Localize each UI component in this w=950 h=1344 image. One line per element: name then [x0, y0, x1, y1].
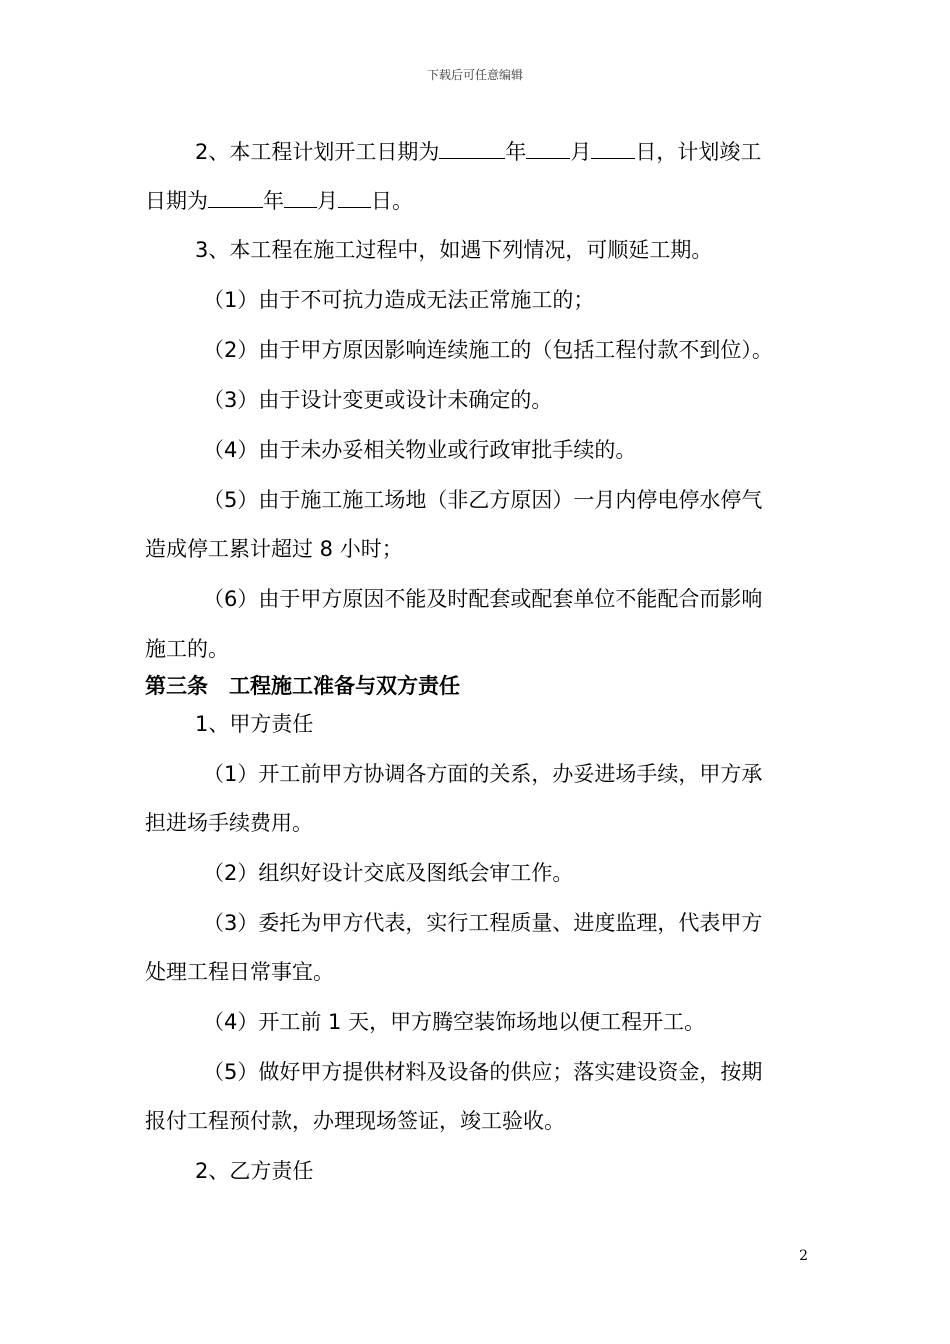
- subsection-heading: 2、乙方责任: [195, 1159, 314, 1183]
- paragraph-line: 报付工程预付款，办理现场签证，竣工验收。: [145, 1109, 565, 1133]
- paragraph-line: （2）组织好设计交底及图纸会审工作。: [203, 861, 574, 885]
- paragraph-line: （5）做好甲方提供材料及设备的供应；落实建设资金，按期: [203, 1060, 763, 1084]
- blank-end-month[interactable]: [284, 187, 317, 208]
- paragraph-line: （3）委托为甲方代表，实行工程质量、进度监理，代表甲方: [203, 911, 763, 935]
- paragraph-line: （4）开工前 1 天，甲方腾空装饰场地以便工程开工。: [203, 1010, 706, 1034]
- page-number: 2: [799, 1248, 808, 1264]
- paragraph-line: 施工的。: [145, 637, 229, 661]
- blank-start-day[interactable]: [591, 138, 635, 159]
- section-heading: 第三条 工程施工准备与双方责任: [145, 674, 460, 698]
- paragraph-line: （1）由于不可抗力造成无法正常施工的；: [203, 288, 595, 312]
- paragraph-line: （1）开工前甲方协调各方面的关系，办妥进场手续，甲方承: [203, 762, 763, 786]
- schedule-line-end: 日期为 年 月 日。: [145, 189, 413, 213]
- paragraph-line: 处理工程日常事宜。: [145, 960, 334, 984]
- paragraph-line: 担进场手续费用。: [145, 811, 313, 835]
- paragraph-line: 3、本工程在施工过程中，如遇下列情况，可顺延工期。: [195, 238, 713, 262]
- paragraph-line: 造成停工累计超过 8 小时；: [145, 537, 403, 561]
- blank-start-month[interactable]: [526, 138, 570, 159]
- blank-end-year[interactable]: [208, 187, 263, 208]
- schedule-line-start: 2、本工程计划开工日期为 年 月 日，计划竣工: [195, 140, 762, 164]
- paragraph-line: （3）由于设计变更或设计未确定的。: [203, 388, 553, 412]
- page-header: 下载后可任意编辑: [426, 68, 523, 82]
- paragraph-line: （4）由于未办妥相关物业或行政审批手续的。: [203, 438, 637, 462]
- subsection-heading: 1、甲方责任: [195, 712, 314, 736]
- paragraph-line: （2）由于甲方原因影响连续施工的（包括工程付款不到位）。: [203, 338, 773, 362]
- blank-end-day[interactable]: [338, 187, 371, 208]
- blank-start-year[interactable]: [439, 138, 505, 159]
- paragraph-line: （5）由于施工施工场地（非乙方原因）一月内停电停水停气: [203, 488, 763, 512]
- paragraph-line: （6）由于甲方原因不能及时配套或配套单位不能配合而影响: [203, 587, 763, 611]
